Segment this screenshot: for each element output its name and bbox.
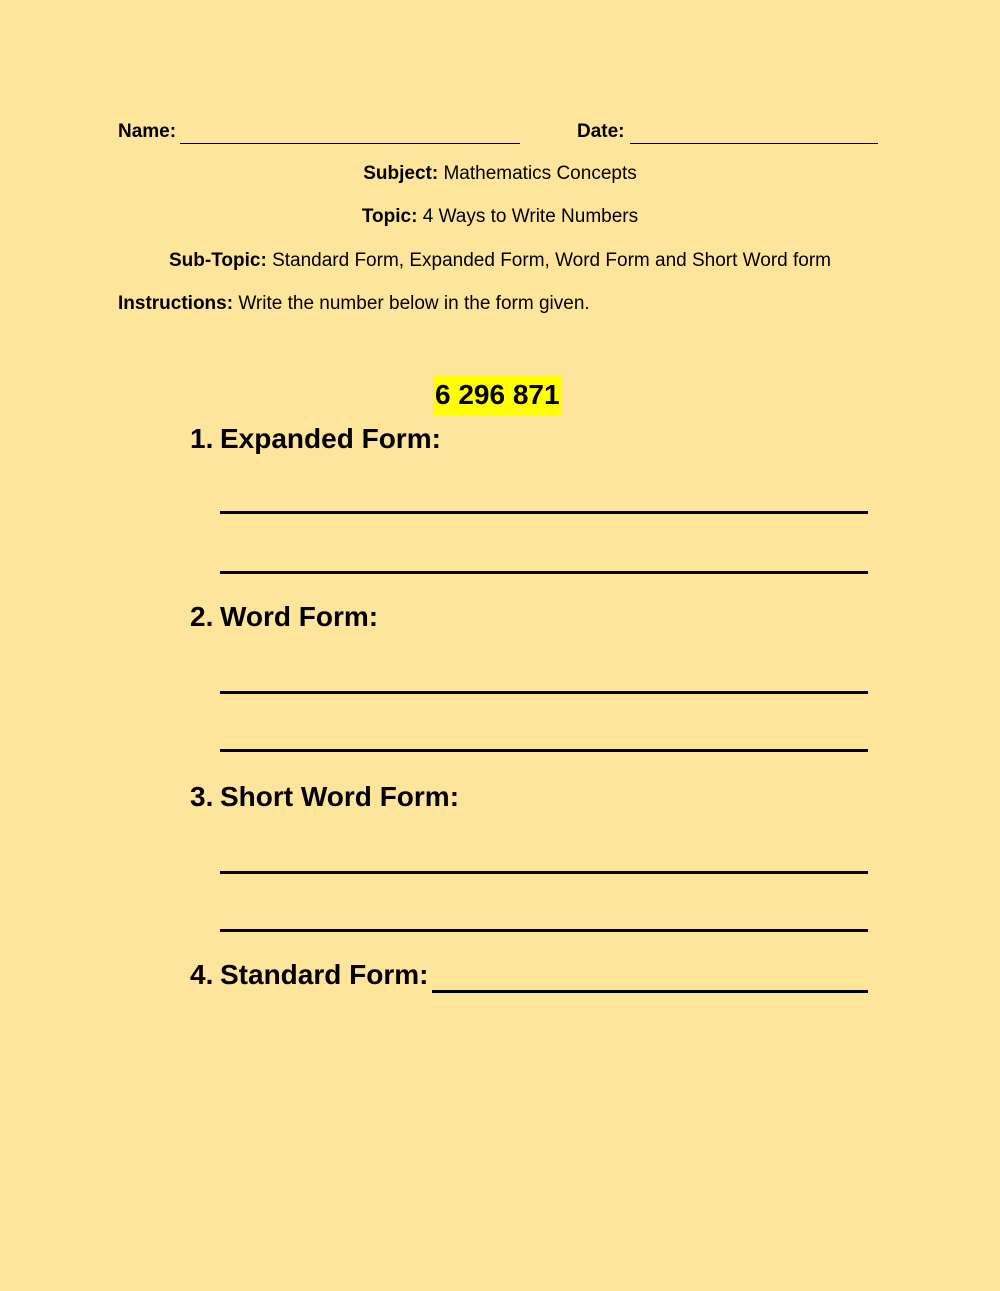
question-label: Short Word Form:	[220, 781, 460, 812]
answer-line[interactable]	[220, 749, 868, 752]
answer-line[interactable]	[220, 511, 868, 514]
question-number: 4.	[190, 959, 214, 990]
name-field-line[interactable]	[180, 143, 520, 144]
subtopic-line	[0, 249, 1000, 273]
target-number: 6 296 871	[433, 375, 562, 415]
date-label: Date:	[577, 121, 625, 142]
question-number: 2.	[190, 601, 214, 632]
instructions-label: Instructions:	[118, 293, 234, 314]
subject-value: Mathematics Concepts	[443, 163, 637, 184]
question-label: Word Form:	[220, 601, 379, 632]
instructions-line	[118, 292, 590, 316]
topic-label: Topic:	[361, 206, 418, 227]
instructions-value: Write the number below in the form given.	[238, 293, 590, 314]
question-number: 1.	[190, 423, 214, 454]
subject-label: Subject:	[363, 163, 439, 184]
answer-line[interactable]	[220, 929, 868, 932]
question-short-word-form	[190, 780, 459, 814]
topic-value: 4 Ways to Write Numbers	[422, 206, 639, 227]
question-expanded-form	[190, 422, 441, 456]
answer-line[interactable]	[220, 571, 868, 574]
subtopic-value: Standard Form, Expanded Form, Word Form and Short Word form	[272, 250, 832, 271]
subject-line	[0, 162, 1000, 186]
question-number: 3.	[190, 781, 214, 812]
date-field-line[interactable]	[630, 143, 878, 144]
subtopic-label: Sub-Topic:	[168, 250, 267, 271]
name-label: Name:	[118, 121, 177, 142]
question-word-form	[190, 600, 378, 634]
topic-line	[0, 205, 1000, 229]
question-standard-form	[190, 958, 428, 992]
question-label: Standard Form:	[220, 959, 429, 990]
answer-line[interactable]	[220, 691, 868, 694]
answer-line[interactable]	[220, 871, 868, 874]
question-label: Expanded Form:	[220, 423, 441, 454]
answer-line[interactable]	[432, 990, 868, 993]
